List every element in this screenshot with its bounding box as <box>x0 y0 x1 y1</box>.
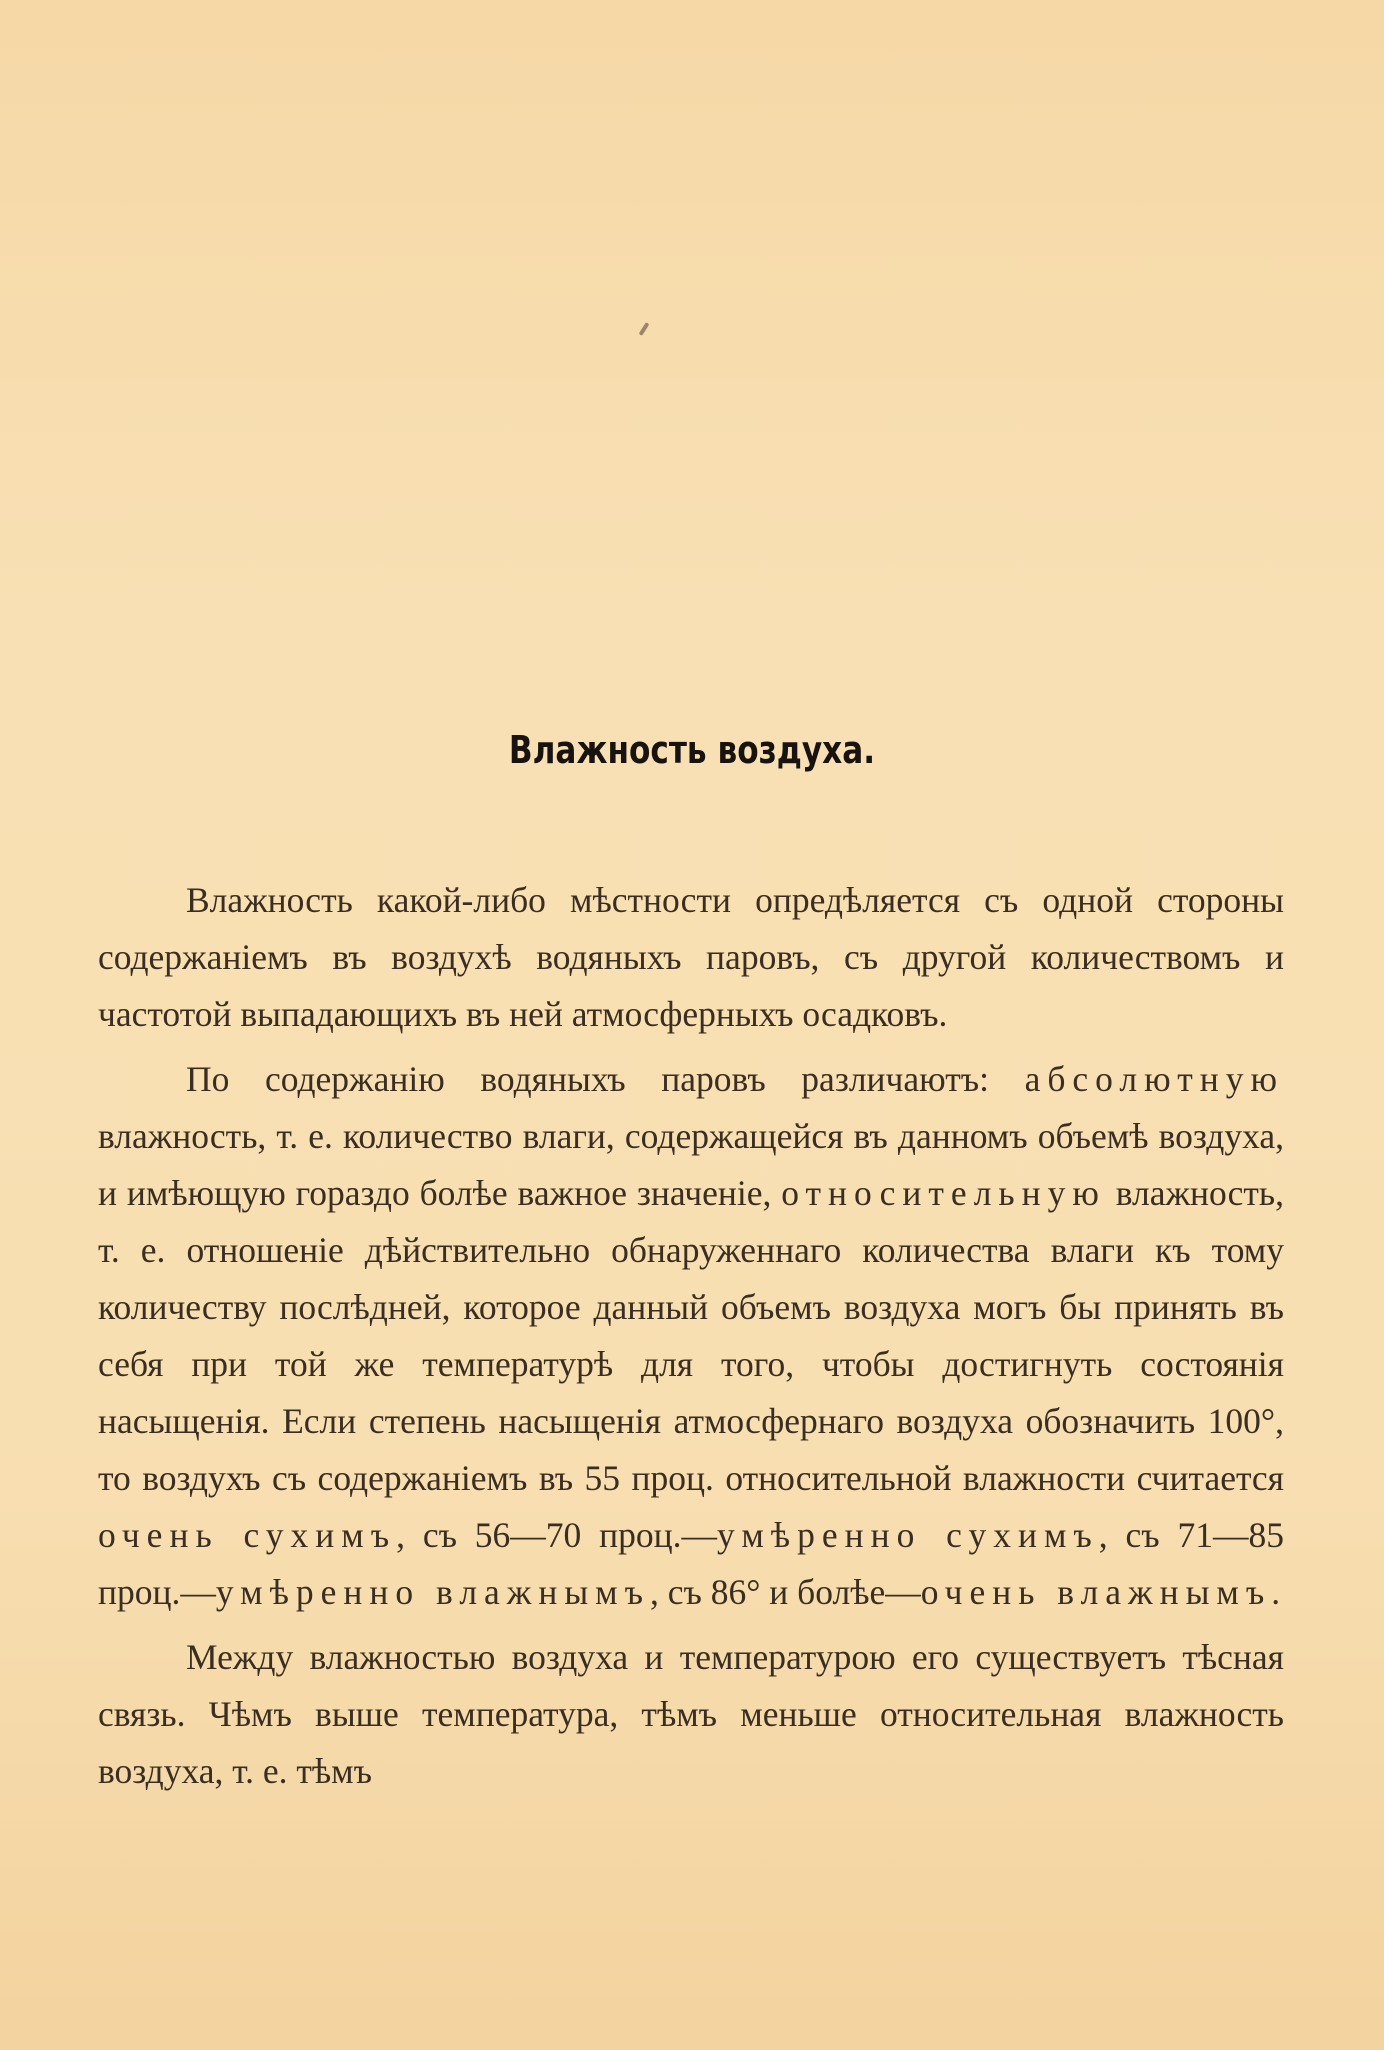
paragraph-2-text-2: влажность, т. е. количество влаги, содержащейся въ данномъ объемѣ воздуха, и имѣющую гораздо болѣе важное значеніе, <box>98 1116 1284 1213</box>
paragraph-2 <box>98 1051 1284 1621</box>
paragraph-1-text: Влажность какой-либо мѣстности опредѣляется съ одной стороны содержаніемъ въ воздухѣ водяныхъ паровъ, съ другой количествомъ и частотой выпадающихъ въ ней атмосферныхъ осадковъ. <box>98 880 1284 1034</box>
paragraph-2-text-1: По содержанію водяныхъ паровъ различаютъ: <box>186 1059 1025 1099</box>
paragraph-3-text: Между влажностью воздуха и температурою его существуетъ тѣсная связь. Чѣмъ выше температура, тѣмъ меньше относительная влажность воздуха, т. е. тѣмъ <box>98 1637 1284 1791</box>
term-very-dry: очень сухимъ <box>98 1515 397 1555</box>
paragraph-2-text-3: влажность, т. е. отношеніе дѣйствительно обнаруженнаго количества влаги къ тому количеству послѣдней, которое данный объемъ воздуха могъ бы принять въ себя при той же температурѣ для того, чтобы достигнуть состоянія насыщенія. Если степень насыщенія атмосфернаго воздуха обозначить 100°, то воздухъ съ содержаніемъ въ 55 проц. относительной влажности считается <box>98 1173 1284 1498</box>
term-absolute: абсолютную <box>1024 1059 1284 1099</box>
page-title: Влажность воздуха. <box>508 728 876 772</box>
paragraph-1 <box>98 872 1284 1043</box>
term-moderately-humid: умѣренно влажнымъ <box>215 1572 650 1612</box>
paragraph-2-text-5: , съ 71—85 проц.— <box>98 1515 1284 1612</box>
paper-speck <box>639 322 650 336</box>
term-very-humid: очень влажнымъ <box>920 1572 1272 1612</box>
paragraph-2-text-7: . <box>1271 1572 1281 1612</box>
term-moderately-dry: умѣренно сухимъ <box>717 1515 1099 1555</box>
paragraph-2-text-4: , съ 56—70 проц.— <box>396 1515 718 1555</box>
body-text <box>98 872 1284 1808</box>
paragraph-3 <box>98 1629 1284 1800</box>
term-relative: относительную <box>781 1173 1106 1213</box>
paragraph-2-text-6: , съ 86° и болѣе— <box>650 1572 921 1612</box>
